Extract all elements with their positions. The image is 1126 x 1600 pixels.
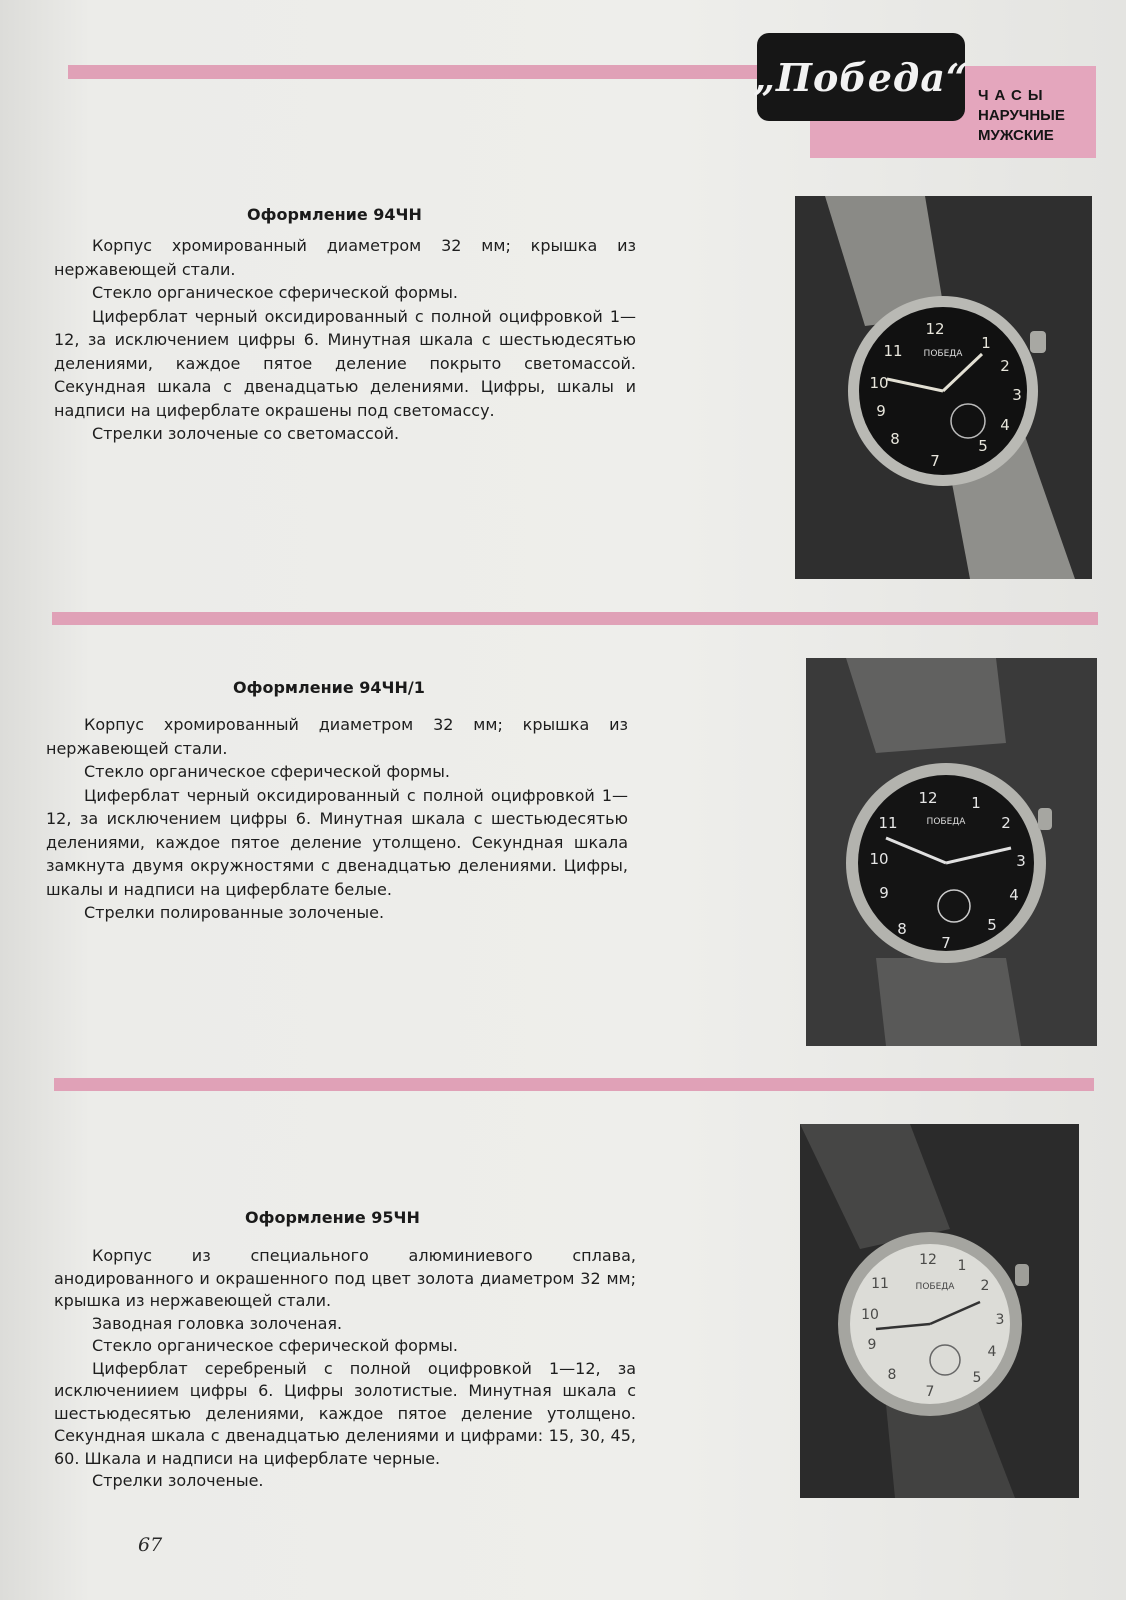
svg-text:7: 7 (925, 1384, 935, 1400)
svg-text:1: 1 (971, 794, 981, 812)
svg-text:9: 9 (876, 402, 886, 420)
svg-text:8: 8 (887, 1367, 897, 1383)
svg-text:1: 1 (981, 334, 991, 352)
paragraph: Стрелки золоченые со светомассой. (92, 424, 400, 443)
svg-text:8: 8 (890, 430, 900, 448)
paragraph: Стрелки полированные золоченые. (84, 903, 385, 922)
page-number: 67 (138, 1534, 163, 1556)
header-line-2: НАРУЧНЫЕ (978, 107, 1065, 124)
paragraph: Циферблат черный оксидированный с полной оцифровкой 1—12, за исключением цифры 6. Минутная шкала с шестьюдесятью делениями, каждое пятое деление покрыто светомассой. Секундная шкала с двенадцатью делениями. Цифры, шкалы и надписи на циферблате окрашены под светомассу. (54, 306, 636, 420)
watch-photo-94ch (795, 196, 1092, 579)
svg-text:4: 4 (1009, 886, 1019, 904)
svg-text:5: 5 (972, 1370, 982, 1386)
svg-text:7: 7 (941, 934, 951, 952)
paragraph: Стекло органическое сферической формы. (84, 762, 450, 781)
header-line-1: ЧАСЫ (978, 87, 1049, 104)
svg-text:9: 9 (879, 884, 889, 902)
section-title-94ch-1: Оформление 94ЧН/1 (233, 678, 425, 697)
section-description-94ch-1 (46, 713, 628, 925)
section-description-94ch (54, 234, 636, 446)
svg-text:2: 2 (1000, 357, 1010, 375)
svg-text:11: 11 (871, 1276, 889, 1292)
dial-brand-text: ПОБЕДА (923, 349, 963, 359)
brand-logo-text: „Победа“ (753, 54, 969, 100)
svg-text:10: 10 (869, 850, 889, 868)
svg-text:9: 9 (867, 1337, 877, 1353)
pink-divider-2 (54, 1078, 1094, 1091)
paragraph: Циферблат черный оксидированный с полной оцифровкой 1—12, за исключением цифры 6. Минутная шкала с шестьюдесятью делениями, каждое пятое деление утолщено. Секундная шкала замкнута двумя окружностями с двенадцатью делениями. Цифры, шкалы и надписи на циферблате белые. (46, 785, 628, 899)
svg-text:3: 3 (1016, 852, 1026, 870)
header-line-3: МУЖСКИЕ (978, 127, 1054, 144)
svg-text:5: 5 (978, 437, 988, 455)
svg-text:11: 11 (883, 342, 903, 360)
svg-text:1: 1 (957, 1258, 967, 1274)
paragraph: Стрелки золоченые. (92, 1471, 264, 1490)
paragraph: Корпус хромированный диаметром 32 мм; крышка из нержавеющей стали. (54, 236, 636, 279)
svg-text:3: 3 (995, 1312, 1005, 1328)
dial-brand-text: ПОБЕДА (926, 817, 966, 827)
pink-divider-1 (52, 612, 1098, 625)
svg-text:10: 10 (861, 1307, 879, 1323)
svg-text:7: 7 (930, 452, 940, 470)
svg-text:12: 12 (918, 789, 938, 807)
svg-text:11: 11 (878, 814, 898, 832)
section-title-95ch: Оформление 95ЧН (245, 1208, 420, 1227)
paragraph: Корпус хромированный диаметром 32 мм; крышка из нержавеющей стали. (46, 715, 628, 758)
dial-brand-text: ПОБЕДА (915, 1282, 955, 1292)
svg-text:2: 2 (1001, 814, 1011, 832)
section-title-94ch: Оформление 94ЧН (247, 205, 422, 224)
paragraph: Циферблат серебреный с полной оцифровкой 1—12, за исключениием цифры 6. Цифры золотистые. Минутная шкала с шестьюдесятью делениями, каждое пятое деление утолщено. Секундная шкала с двенадцатью делениями и цифрами: 15, 30, 45, 60. Шкала и надписи на циферблате черные. (54, 1358, 636, 1468)
svg-text:4: 4 (1000, 416, 1010, 434)
section-description-95ch (54, 1245, 636, 1493)
svg-text:12: 12 (919, 1252, 937, 1268)
svg-text:12: 12 (925, 320, 945, 338)
svg-text:3: 3 (1012, 386, 1022, 404)
svg-text:10: 10 (869, 374, 889, 392)
svg-text:2: 2 (980, 1278, 990, 1294)
svg-text:4: 4 (987, 1344, 997, 1360)
paragraph: Стекло органическое сферической формы. (92, 283, 458, 302)
svg-text:5: 5 (987, 916, 997, 934)
watch-photo-95ch (800, 1124, 1079, 1498)
paragraph: Стекло органическое сферической формы. (92, 1336, 458, 1355)
header-category (978, 86, 1090, 146)
pink-divider-top (68, 65, 768, 79)
brand-logo (753, 33, 969, 121)
svg-text:8: 8 (897, 920, 907, 938)
paragraph: Заводная головка золоченая. (92, 1313, 343, 1333)
paragraph: Корпус из специального алюминиевого сплава, анодированного и окрашенного под цвет золота диаметром 32 мм; крышка из нержавеющей стали. (54, 1246, 636, 1310)
watch-photo-94ch-1 (806, 658, 1097, 1046)
